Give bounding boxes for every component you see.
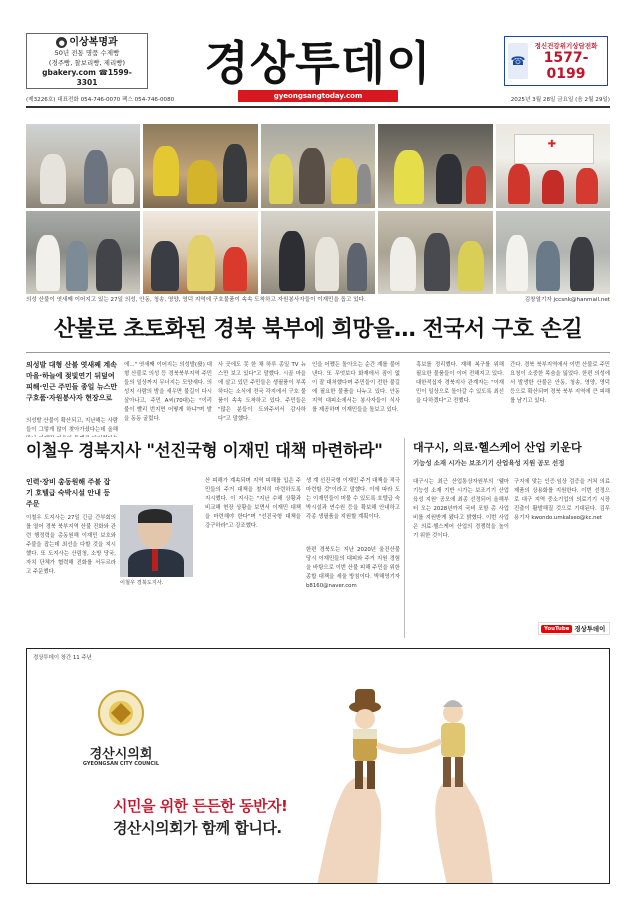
story2-col-2: 산 피해가 계속되며 지역 피해를 입은 주민들의 주거 대책을 철저히 마련하도록 지시했다. 이 지사는 "지난 수해 상황과 비교해 현장 상황을 보면서 이재민 대책을 마련해야 한다"며 "선진국형 대책을 강구하라"고 강조했다. (205, 478, 301, 529)
story3-headline[interactable]: 대구시, 의료·헬스케어 산업 키운다 (413, 441, 582, 454)
youtube-channel-name: 경상투데이 (574, 625, 606, 633)
youtube-icon: YouTube (541, 625, 572, 633)
photo-7[interactable] (143, 211, 257, 295)
hotline-sub: 정신건강위기상담전화 (534, 41, 598, 50)
header-right-ad[interactable] (504, 36, 608, 86)
council-ad[interactable] (26, 648, 610, 884)
contacts: 대표전화 054-746-0070 팩스 054-746-0080 (57, 97, 175, 103)
ad-bakery-phone: ☎1599-3301 (76, 68, 132, 87)
headline-divider (26, 352, 610, 353)
photo-caption (26, 295, 610, 303)
ad-figure-woman (441, 700, 465, 787)
issue-number: (제3226호) (26, 97, 56, 103)
council-emblem-icon (99, 691, 143, 735)
portrait-photo[interactable] (120, 505, 193, 577)
story2-col-3: 생 계 선진국형 이재민 주거 대책을 적극 마련할 것"이라고 말했다. 이에 따라 도는 이재민들이 머물 수 있도록 호텔급 숙박시설과 연수원 등을 확보해 안내하고 각종 생필품을 지원할 계획이다. (306, 478, 400, 520)
bakery-logo-icon: ● (56, 37, 67, 48)
photo-caption-text: 의성 산불이 엿새째 이어지고 있는 27일 의성, 안동, 청송, 영양, 영덕 지역에 구호물품이 속속 도착하고 자원봉사자들이 이재민을 돕고 있다. (26, 297, 366, 303)
photo-5[interactable] (496, 124, 610, 208)
hotline-phone: 1577-0199 (543, 49, 589, 82)
ad-bakery-line1: 50년 전통 명품 수제빵 (54, 49, 120, 57)
story3-col-2: 구지에 맞는 인증·임상 검증을 거쳐 의료 제품의 상용화를 지원한다. 이번 선정으로 대구 지역 중소기업의 의료기기 시장 진출이 활발해질 것으로 기대된다. 김무용기자 kwondo.umkaIseo@kc.net (514, 479, 610, 521)
story3-sub-head: 기능성 소재 시가는 보조기기 산업육성 지원 공모 선정 (413, 459, 565, 467)
story2-col-1: 이철우 도지사는 27일 긴급 간부회의를 열어 경북 북부지역 산불 진화와 관련 행정력을 총동원해 이재민 보호와 주불을 잡는데 최선을 다할 것을 지시했다. 또 도지사는 산림청, 소방 당국, 자치 단체가 협력해 진화를 서두르라고 주문했다. (26, 515, 116, 575)
lead-col-6: 간다. 경북 북부지역에서 이번 산불로 주민 요청이 소중한 목숨을 잃었다. 한편 의성에서 발생한 산불은 안동, 청송, 영양, 영덕 등으로 확산되며 경북 북부 지역에 큰 피해를 남기고 있다. (510, 362, 610, 404)
red-cross-icon: ✚ (547, 139, 556, 150)
photo-grid (26, 124, 610, 294)
ad-anniversary: 경상투데이 창간 11 주년 (33, 655, 92, 661)
ad-bakery-name: 이상복명과 (69, 37, 118, 48)
ad-figure-man (349, 689, 381, 789)
lead-sub-head: 의성발 대형 산불 엿새째 계속 마을·하늘에 젖빛연기 뒤덮여 피해·인근 주민들 종일 뉴스만 구호품·자원봉사자 현장으로 (26, 361, 118, 402)
photo-6[interactable] (26, 211, 140, 295)
ad-bakery-line2: (경주빵, 찰보리빵, 제리빵) (48, 59, 126, 67)
photo-10[interactable] (496, 211, 610, 295)
lead-col-5: 혹보를 정리했다. 재해 복구를 위해 필요한 물품들이 이어 전해지고 있다. 대한적십자 경북지사 관계자는 "이재민이 일상으로 돌아갈 수 있도록 최선을 다하겠다"고 전했다. (416, 362, 504, 404)
masthead[interactable] (176, 38, 460, 88)
ad-slogan-line1: 시민을 위한 든든한 동반자! (113, 797, 288, 815)
lead-col-4: 인을 어쨌든 돌아오는 순간 재를 불어낸다. 또 무엇보다 화재에서 짐이 없이 잘 대처했다며 주민들이 전한 불길에 필요한 물품을 나누고 있다. 안동 지역 대피소에서는 봉사자들이 식사를 제공하며 이재민들을 돌보고 있다. (312, 362, 400, 413)
lead-col-1: 의성발 산불이 확산되고, 지난해는 사람들이 그렇게 많이 찾아가셨다는데 올해 (26, 418, 118, 433)
portrait-caption: 이철우 경북도지사. (120, 580, 164, 586)
header-divider (26, 106, 610, 108)
story3-col-1: 대구시는 최근 산업통상자원부의 '웰마 기능성 소재 기반 시가는 보조기기 산업육성 지원' 공모에 최종 선정되어 올해부터 오는 2028년까지 국비 포함 총 사업비를 지원받게 됐다고 밝혔다. 이번 사업은 의료·헬스케어 산업의 경쟁력을 높이기 위한 것이다. (413, 479, 509, 539)
photo-9[interactable] (378, 211, 492, 295)
youtube-channel-link[interactable] (538, 622, 610, 635)
story2-sub-head: 인력·장비 총동원해 주불 잡기 호텔급 숙박시설 안내 등 주문 (26, 478, 111, 508)
lead-col-3: 사 곳에도 못 한 채 하루 종일 TV 뉴스만 보고 있다"고 말했다. 시골 마을에 살고 있던 주민들은 생필품이 부족하다는 소식에 전국 각지에서 구호 물품이 속속 도착하고 있다. 주민들은 "많은 분들이 도와주셔서 감사하다"고 말했다. (218, 362, 306, 422)
main-headline[interactable]: 산불로 초토화된 경북 북부에 희망을… 전국서 구호 손길 (53, 317, 583, 342)
lead-col-2: 에…" 엿새째 이어지는 의성발(發) 대형 산불로 의성 등 경북북부지역 주민들의 일상까지 무너지는 모양새다. 의성지 사람의 밤을 새우면 불길이 다시 살아나고, 주민 A씨(70대)는 "이리 불이 빨리 번지면 어떻게 하냐"며 발을 동동 굴렀다. (124, 362, 212, 422)
site-url[interactable]: gyeongsangtoday.com (238, 90, 398, 102)
story2-col-4: 한편 경북도는 지난 2020년 울진산불 당시 이재민들의 대피와 주거 지원 경험을 바탕으로 이번 산불 피해 주민을 위한 종합 대책을 세울 방침이다. 박해영기자 b8160@naver.com (306, 547, 400, 589)
photo-2[interactable] (143, 124, 257, 208)
story2-col-2-bottom (120, 587, 193, 637)
story2-headline[interactable]: 이철우 경북지사 "선진국형 이재민 대책 마련하라" (26, 441, 383, 460)
ad-council-en: GYEONGSAN CITY COUNCIL (82, 761, 160, 767)
photo-1[interactable] (26, 124, 140, 208)
ad-bakery-website: gbakery.com (42, 68, 96, 77)
photo-8[interactable] (261, 211, 375, 295)
info-bar (26, 93, 610, 105)
photo-4[interactable] (378, 124, 492, 208)
photo-credit: 김창열기자 jccsnk@hanmail.net (524, 297, 610, 303)
header-left-ad[interactable] (26, 33, 148, 89)
column-divider (404, 438, 405, 638)
issue-date: 2025년 3월 28일 금요일 (음 2월 29일) (510, 97, 610, 103)
masthead-title: 경상투데이 (204, 36, 432, 90)
ad-slogan-line2: 경산시의회가 함께 합니다. (113, 819, 282, 837)
photo-3[interactable] (261, 124, 375, 208)
ad-council-name: 경산시의회 (89, 747, 153, 762)
hotline-logo-icon: ☎ (508, 43, 528, 79)
